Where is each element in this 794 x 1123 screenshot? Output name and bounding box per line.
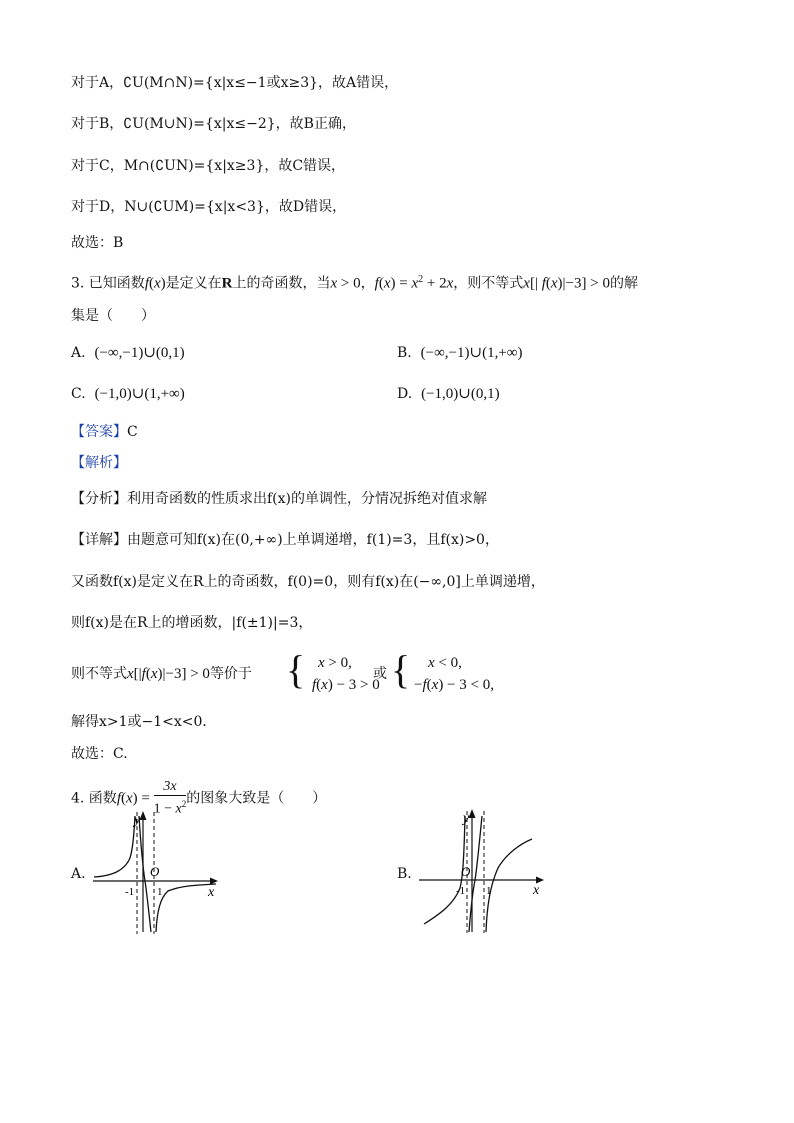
graph-a-neg1: -1 (125, 886, 135, 898)
brace-left-2: { (391, 647, 411, 692)
fenxi-text: 利用奇函数的性质求出f(x)的单调性，分情况拆绝对值求解 (127, 491, 487, 507)
q3-option-a[interactable] (71, 343, 185, 363)
final-text: 故选：C. (71, 746, 128, 762)
q3-detail-5 (71, 712, 216, 732)
q3-detail-3 (71, 613, 312, 633)
graph-b-neg1: -1 (456, 885, 466, 897)
q4-stem-b: 的图象大致是（ ） (186, 790, 327, 807)
q3-option-d-label: D. (397, 386, 413, 402)
q3-stem-4: ，则不等式 (453, 275, 524, 292)
q3-option-b-label: B. (397, 345, 412, 361)
q3-fenxi (71, 489, 487, 509)
q3-stem-1: 3. 已知函数 (71, 275, 145, 292)
line-option-a (71, 73, 398, 93)
detail-4-a: 则不等式 (71, 666, 127, 682)
q3-detail-2 (71, 572, 545, 592)
q3-stem-3: 上的奇函数，当 (232, 275, 331, 292)
graph-b-one: 1 (486, 885, 492, 897)
system-1: x > 0, f(x) − 3 > 0 (312, 655, 380, 693)
q3-option-c-value: (−1,0)∪(1,+∞) (94, 386, 185, 402)
analysis-tag: 【解析】 (71, 455, 127, 471)
q3-option-a-label: A. (71, 345, 86, 361)
q3-stem-line2-text: 集是（ ） (71, 308, 155, 324)
previous-answer-text: 故选：B (71, 235, 124, 251)
graph-b-origin: O (461, 864, 471, 879)
answer-value: C (127, 424, 138, 440)
graph-a-y-label: y (134, 813, 141, 828)
q3-option-c-label: C. (71, 386, 86, 402)
q3-option-c[interactable] (71, 384, 185, 404)
line-d-text: 对于D，N∪(∁UM)={x|x<3}，故D错误， (71, 199, 347, 215)
graph-a-one: 1 (157, 886, 163, 898)
graph-b[interactable] (416, 806, 551, 936)
line-option-c (71, 156, 345, 176)
line-c-text: 对于C，M∩(∁UN)={x|x≥3}，故C错误， (71, 158, 346, 174)
q3-option-d[interactable] (397, 384, 500, 404)
q4-option-a-label[interactable] (71, 864, 86, 884)
answer-tag: 【答案】 (71, 424, 127, 440)
system-2: x < 0, −f(x) − 3 < 0, (414, 655, 494, 693)
brace-left-1: { (286, 647, 306, 692)
q3-stem-line2 (71, 306, 155, 326)
q4-stem: 4. 函数f(x) = $\frac{3x}{1 - x^2}$ 的图象大致是（ ） (71, 779, 327, 817)
line-option-b (71, 114, 356, 134)
q3-stem-5: 的解 (609, 275, 638, 292)
graph-a[interactable] (90, 808, 225, 936)
line-option-d (71, 197, 346, 217)
q3-option-d-value: (−1,0)∪(0,1) (421, 386, 500, 402)
q4-stem-a: 4. 函数 (71, 790, 117, 807)
detail-1-text: 由题意可知f(x)在(0,+∞)上单调递增，f(1)=3，且f(x)>0， (127, 532, 499, 548)
line-a-text: 对于A，∁U(M∩N)={x|x≤−1或x≥3}，故A错误， (71, 75, 399, 91)
q3-analysis-heading (71, 453, 127, 473)
q3-option-a-value: (−∞,−1)∪(0,1) (94, 345, 185, 361)
q3-detail-1 (71, 530, 499, 550)
line-b-text: 对于B，∁U(M∪N)={x|x≤−2}，故B正确， (71, 116, 356, 132)
graph-a-x-label: x (208, 885, 215, 900)
q3-answer (71, 422, 138, 442)
fenxi-tag: 【分析】 (71, 491, 127, 507)
q3-stem-2: 是定义在 (165, 275, 222, 292)
q3-stem: 3. 已知函数f(x)是定义在R上的奇函数，当x > 0，$f(x) = x^2 + 2x$，则不等式x[| f(x)|−3] > 0的解 (71, 274, 638, 292)
graph-a-origin: O (150, 864, 160, 879)
graph-b-y-label: y (463, 811, 470, 826)
detail-5-text: 解得x>1或−1<x<0． (71, 714, 217, 730)
q3-option-b-value: (−∞,−1)∪(1,+∞) (420, 345, 523, 361)
previous-answer (71, 233, 123, 253)
detail-tag: 【详解】 (71, 532, 127, 548)
q3-detail-4: 则不等式x[|f(x)|−3] > 0等价于 (71, 666, 252, 682)
graph-b-x-label: x (533, 883, 540, 898)
q4-fraction: $\frac{3x}{1 - x^2}$ (153, 779, 187, 817)
q4-option-b-label[interactable] (397, 864, 412, 884)
detail-4-b: 等价于 (209, 666, 252, 682)
q3-option-b[interactable] (397, 343, 522, 363)
or-word (373, 664, 387, 684)
q3-fx: f (144, 275, 149, 292)
q4-option-b-text: B. (397, 866, 412, 882)
or-text: 或 (373, 666, 387, 682)
q4-option-a-text: A. (71, 866, 86, 882)
detail-3-text: 则f(x)是在R上的增函数，|f(±1)|=3， (71, 615, 313, 631)
detail-2-text: 又函数f(x)是定义在R上的奇函数，f(0)=0，则有f(x)在(−∞,0]上单调递增， (71, 574, 545, 590)
q3-final (71, 744, 128, 764)
